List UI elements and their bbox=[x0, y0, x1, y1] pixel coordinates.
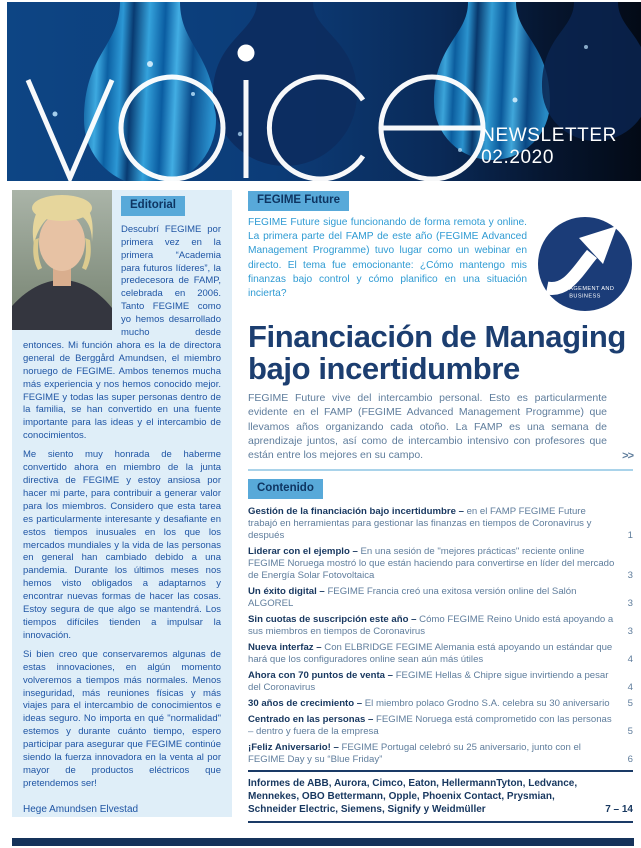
management-business-badge bbox=[537, 216, 633, 312]
toc-item[interactable]: Un éxito digital – FEGIME Francia creó una exitosa versión online del Salón ALGOREL 3 bbox=[248, 585, 633, 609]
editorial-signature: Hege Amundsen Elvestad bbox=[23, 803, 139, 815]
toc-page-number: 6 bbox=[627, 753, 633, 765]
toc-page-number: 5 bbox=[627, 697, 633, 709]
section-divider bbox=[248, 469, 633, 471]
editorial-tag: Editorial bbox=[121, 196, 185, 216]
toc-item[interactable]: ¡Feliz Aniversario! – FEGIME Portugal celebró su 25 aniversario, junto con el FEGIME Day y su “Blue Friday” 6 bbox=[248, 741, 633, 765]
toc-item[interactable]: Nueva interfaz – Con ELBRIDGE FEGIME Alemania está apoyando un estándar que hará que los configuradores online sean aún más útiles 4 bbox=[248, 641, 633, 665]
footer-bar bbox=[12, 838, 634, 846]
toc-item[interactable]: Sin cuotas de suscripción este año – Cómo FEGIME Reino Unido está apoyando a sus miembros en tiempos de Coronavirus 3 bbox=[248, 613, 633, 637]
toc-item[interactable]: Liderar con el ejemplo – En una sesión de "mejores prácticas" reciente online FEGIME Noruega mostró lo que están haciendo para convertirse en líder del mercado de Energía Solar Fotovoltaica 3 bbox=[248, 545, 633, 581]
toc-page-number: 1 bbox=[627, 529, 633, 541]
toc-page-number: 4 bbox=[627, 653, 633, 665]
editorial-portrait-photo bbox=[12, 190, 112, 330]
toc-item[interactable]: Gestión de la financiación bajo incertidumbre – en el FAMP FEGIME Future trabajó en herramientas para gestionar las finanzas en tiempos de Coronavirus y después 1 bbox=[248, 505, 633, 541]
issue-number: 02.2020 bbox=[481, 146, 555, 168]
reports-page-range: 7 – 14 bbox=[605, 803, 633, 815]
toc-page-number: 3 bbox=[627, 597, 633, 609]
article-lead: FEGIME Future vive del intercambio personal. Esto es particularmente evidente en el FAMP (FEGIME Advanced Management Programme) que llevamos años organizando cada otoño. La FAMP es una semana de aprendizaje juntos, así como de intercambio intensivo con profesores que están entre los mejores en su campo. bbox=[248, 392, 607, 461]
toc-page-number: 4 bbox=[627, 681, 633, 693]
portrait-illustration bbox=[12, 190, 112, 330]
toc-item[interactable]: 30 años de crecimiento – El miembro polaco Grodno S.A. celebra su 30 aniversario 5 bbox=[248, 697, 633, 709]
table-of-contents bbox=[248, 506, 633, 766]
main-column bbox=[248, 190, 633, 823]
editorial-panel bbox=[12, 190, 232, 817]
reports-section[interactable] bbox=[248, 770, 633, 823]
article-lead-wrap bbox=[248, 391, 633, 462]
issue-block bbox=[481, 125, 617, 168]
newsletter-label: NEWSLETTER bbox=[481, 125, 617, 147]
badge-text-line1: MANAGEMENT AND bbox=[555, 285, 615, 292]
read-more-indicator[interactable]: >> bbox=[622, 450, 633, 463]
future-intro-text: FEGIME Future sigue funcionando de forma remota y online. La primera parte del FAMP de este año (FEGIME Advanced Management Programme) tuvo lugar como un webinar en directo. El tema fue emocionante: ¿Cómo mantengo mis finanzas bajo control y cómo planifico en una situación incierta? bbox=[248, 216, 527, 300]
toc-page-number: 3 bbox=[627, 625, 633, 637]
toc-item[interactable]: Centrado en las personas – FEGIME Noruega está comprometido con las personas – dentro y fuera de la empresa 5 bbox=[248, 713, 633, 737]
fegime-future-tag: FEGIME Future bbox=[248, 191, 349, 211]
badge-text-line2: BUSINESS bbox=[569, 293, 601, 300]
editorial-paragraph: Descubrí FEGIME por primera vez en la primera “Academia para futuros líderes”, la predecesora de FAMP, celebrada en 2006. Tanto FEGIME como yo hemos desarrollado mucho desde entonces. Mi función ahora es la de directora general de Berggård Amundsen, el miembro noruego de FEGIME. Ambos tenemos mucha más experiencia y nos hemos conocido mejor. FEGIME y todas las super personas dentro de la familia, se han convertido en una fuente importante para las ideas y el intercambio de conocimientos. bbox=[23, 223, 221, 442]
masthead bbox=[7, 2, 641, 181]
content-columns bbox=[12, 190, 633, 823]
toc-item[interactable]: Ahora con 70 puntos de venta – FEGIME Hellas & Chipre sigue invirtiendo a pesar del Coronavirus 4 bbox=[248, 669, 633, 693]
reports-text: Informes de ABB, Aurora, Cimco, Eaton, HellermannTyton, Ledvance, Mennekes, OBO Bettermann, Opple, Phoenix Contact, Prysmian, Schneider Electric, Siemens, Signify y Weidmüller bbox=[248, 777, 578, 815]
toc-page-number: 3 bbox=[627, 569, 633, 581]
article-headline: Financiación de Managing bajo incertidumbre bbox=[248, 318, 626, 387]
editorial-paragraph: Si bien creo que conservaremos algunas de estas innovaciones, en algún momento volveremos a tiempos más normales. Menos inseguridad, más reuniones físicas y más viajes para el intercambio de conocimientos e ideas seguro. No importa en qué "normalidad" estemos y durante cuánto tiempo, espero participar para asegurar que FEGIME continúe siendo la fuerza innovadora en la venta al por mayor de productos eléctricos que pretendemos ser! bbox=[23, 648, 221, 789]
future-intro-row bbox=[248, 216, 633, 312]
toc-page-number: 5 bbox=[627, 725, 633, 737]
contents-tag: Contenido bbox=[248, 479, 323, 499]
editorial-paragraph: Me siento muy honrada de haberme convertido ahora en miembro de la junta directiva de FEGIME y estoy ansiosa por hacer mi parte, para contribuir a generar valor para los miembros. Considero que esta tarea es particularmente interesante y desafiante en estos tiempos inusuales en los que los mercados mundiales y la vida de las personas en general han cambiado debido a una pandemia. Durante los últimos meses nos hemos visto obligados a adaptarnos y encontrar nuevas formas de hacer las cosas. Estoy segura de que algo se mantendrá. Los tiempos difíciles tienden a impulsar la innovación. bbox=[23, 449, 221, 641]
